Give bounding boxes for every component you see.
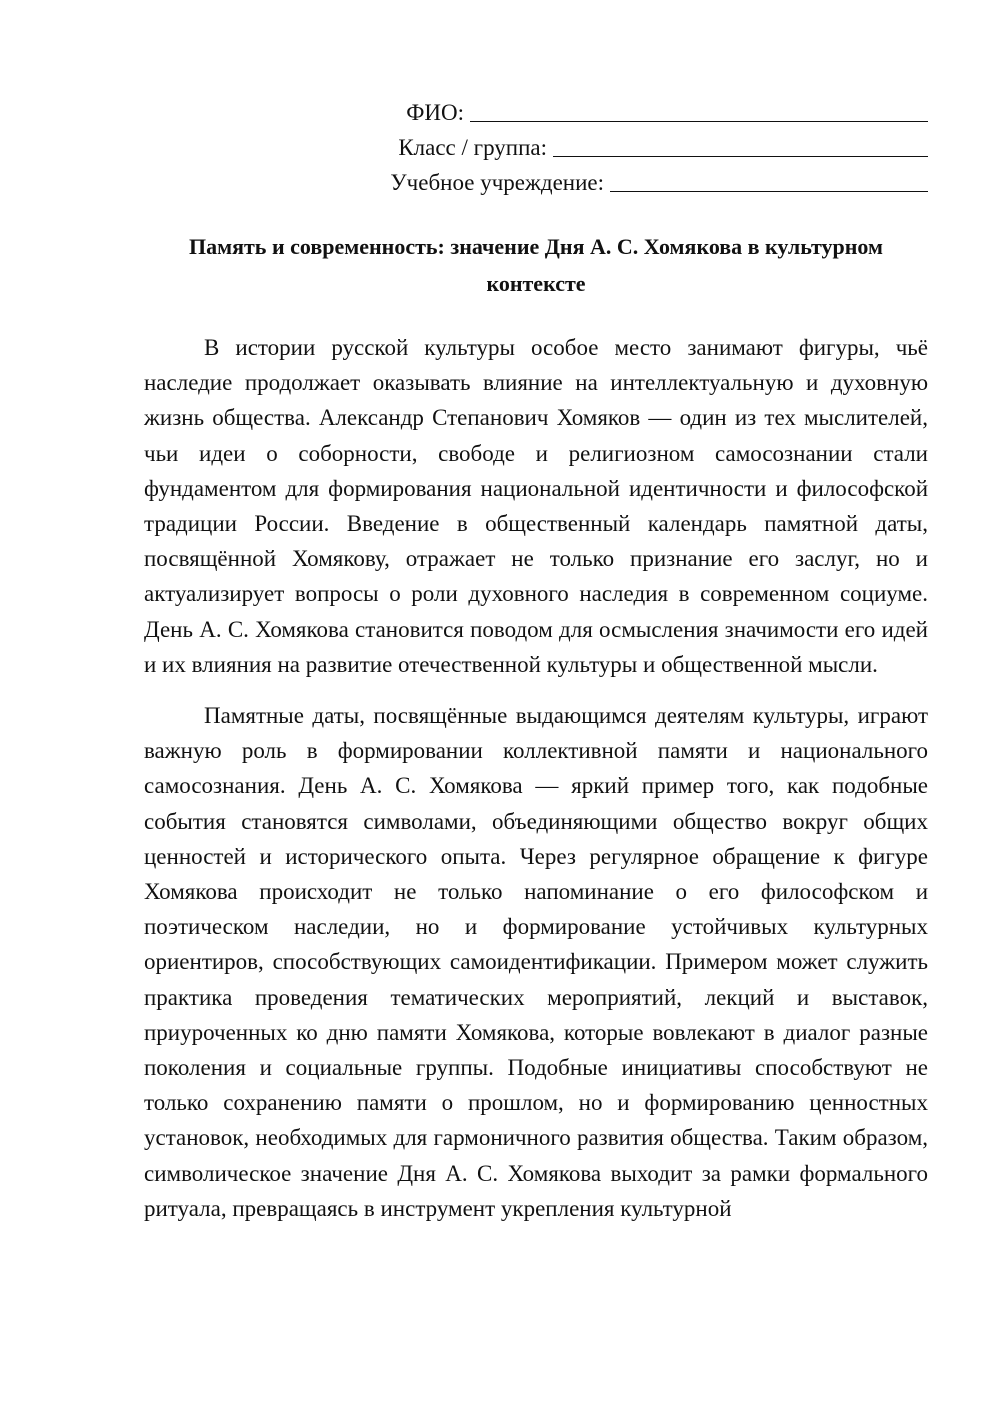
body-paragraph-1: В истории русской культуры особое место занимают фигуры, чьё наследие продолжает оказывать влияние на интеллектуальную и духовную жизнь общества. Александр Степанович Хомяков — один из тех мыслителей, чьи идеи о соборности, свободе и религиозном самосознании стали фундаментом для формирования национальной идентичности и философской традиции России. Введение в общественный календарь памятной даты, посвящённой Хомякову, отражает не только признание его заслуг, но и актуализирует вопросы о роли духовного наследия в современном социуме. День А. С. Хомякова становится поводом для осмысления значимости его идей и их влияния на развитие отечественной культуры и общественной мысли. xyxy=(144,335,928,677)
fio-label: ФИО: xyxy=(406,100,464,125)
student-info-fields xyxy=(300,92,928,197)
class-row xyxy=(300,127,928,162)
body-paragraph-2: Памятные даты, посвящённые выдающимся деятелям культуры, играют важную роль в формировании коллективной памяти и национального самосознания. День А. С. Хомякова — яркий пример того, как подобные события становятся символами, объединяющими общество вокруг общих ценностей и исторического опыта. Через регулярное обращение к фигуре Хомякова происходит не только напоминание о его философском и поэтическом наследии, но и формирование устойчивых культурных ориентиров, способствующих самоидентификации. Примером может служить практика проведения тематических мероприятий, лекций и выставок, приуроченных ко дню памяти Хомякова, которые вовлекают в диалог разные поколения и социальные группы. Подобные инициативы способствуют не только сохранению памяти о прошлом, но и формированию ценностных установок, необходимых для гармоничного развития общества. Таким образом, символическое значение Дня А. С. Хомякова выходит за рамки формального ритуала, превращаясь в инструмент укрепления культурной xyxy=(144,703,928,1221)
school-blank-line[interactable] xyxy=(610,167,928,192)
class-group-label: Класс / группа: xyxy=(398,135,547,160)
document-body xyxy=(144,330,928,1242)
fio-blank-line[interactable] xyxy=(470,97,928,122)
school-row xyxy=(300,162,928,197)
document-title: Память и современность: значение Дня А. С. Хомякова в культурном контексте xyxy=(189,234,883,296)
school-label: Учебное учреждение: xyxy=(390,170,604,195)
class-group-blank-line[interactable] xyxy=(553,132,928,157)
fio-row xyxy=(300,92,928,127)
